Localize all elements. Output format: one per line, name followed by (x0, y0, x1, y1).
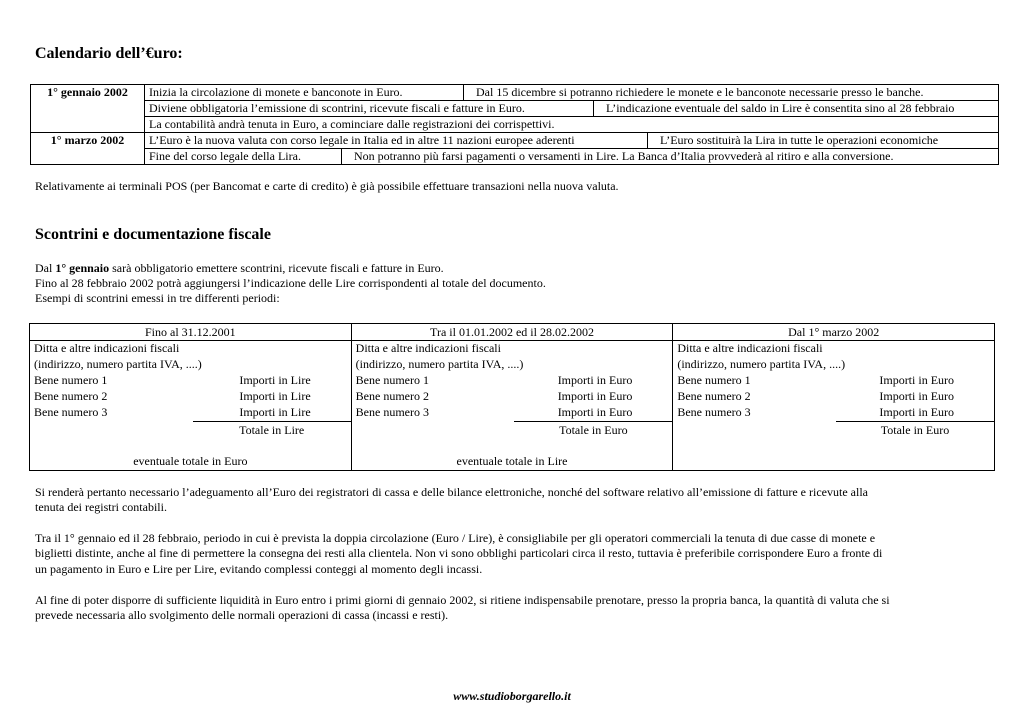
para3-line-1: Al fine di poter disporre di sufficiente liquidità in Euro entro i primi giorni di gennaio 2002, si ritiene indispensabile prenotare, presso la propria banca, la quantità di valuta che si (35, 593, 890, 607)
receipt-item: Bene numero 1 Importi in Euro (677, 373, 955, 387)
calendar-table (30, 84, 999, 165)
receipt-header: Tra il 01.01.2002 ed il 28.02.2002 (352, 324, 673, 341)
intro-line-3: Esempi di scontrini emessi in tre differenti periodi: (35, 291, 280, 305)
calendar-group-jan (31, 85, 998, 132)
intro-line-2: Fino al 28 febbraio 2002 potrà aggiungersi l’indicazione delle Lire corrispondenti al totale del documento. (35, 276, 546, 290)
receipt-item: Bene numero 1 Importi in Lire (34, 373, 311, 387)
footer-url[interactable]: www.studioborgarello.it (453, 689, 571, 703)
calendar-row (145, 133, 998, 148)
receipt-item: Bene numero 2 Importi in Euro (677, 389, 955, 403)
receipt-total: Totale in Euro (514, 421, 672, 438)
calendar-cell: L’Euro è la nuova valuta con corso legale in Italia ed in altre 11 nazioni europee aderenti (149, 133, 575, 147)
receipt-item: Bene numero 3 Importi in Euro (677, 405, 955, 419)
para2-line-2: biglietti distinte, anche al fine di permettere la consegna dei resti alla clientela. Non vi sono obblighi particolari circa il resto, tuttavia è preferibile corrispondere Euro a fronte di (35, 546, 883, 560)
receipt-total: Totale in Lire (193, 421, 351, 438)
receipt-item: Bene numero 2 Importi in Lire (34, 389, 311, 403)
calendar-cell: L’Euro sostituirà la Lira in tutte le operazioni economiche (647, 133, 942, 148)
receipt-total: Totale in Euro (836, 421, 994, 438)
receipt-company: Ditta e altre indicazioni fiscali (34, 341, 180, 355)
calendar-row (145, 85, 998, 100)
calendar-row (145, 116, 998, 132)
receipt-company: Ditta e altre indicazioni fiscali (355, 341, 501, 355)
calendar-cell: L’indicazione eventuale del saldo in Lire è consentita sino al 28 febbraio (593, 101, 958, 116)
receipt-item: Bene numero 3 Importi in Euro (355, 405, 633, 419)
calendar-row (145, 148, 998, 164)
calendar-group-mar (31, 132, 998, 164)
para1-line-1: Si renderà pertanto necessario l’adeguamento all’Euro dei registratori di cassa e delle bilance elettroniche, nonché del software relativo all’emissione di fatture e ricevute alla (35, 485, 868, 499)
calendar-title: Calendario dell’€uro: (35, 45, 183, 62)
para3-line-2: prevede necessaria allo svolgimento delle normali operazioni di cassa (incassi e resti). (35, 608, 449, 622)
receipt-eventuale: eventuale totale in Euro (133, 454, 248, 468)
calendar-cell: Fine del corso legale della Lira. (149, 149, 301, 163)
calendar-cell: La contabilità andrà tenuta in Euro, a cominciare dalle registrazioni dei corrispettivi. (149, 117, 555, 131)
para1-line-2: tenuta dei registri contabili. (35, 500, 167, 514)
receipt-header: Dal 1° marzo 2002 (673, 324, 994, 341)
calendar-cell: Inizia la circolazione di monete e banconote in Euro. (149, 85, 403, 99)
receipt-company-detail: (indirizzo, numero partita IVA, ....) (355, 357, 524, 371)
receipt-company-detail: (indirizzo, numero partita IVA, ....) (34, 357, 202, 371)
calendar-cell: Dal 15 dicembre si potranno richiedere le monete e le banconote necessarie presso le banche. (463, 85, 927, 100)
intro-line-1: Dal 1° gennaio sarà obbligatorio emettere scontrini, ricevute fiscali e fatture in Euro. (35, 261, 444, 275)
receipt-company: Ditta e altre indicazioni fiscali (677, 341, 823, 355)
pos-note: Relativamente ai terminali POS (per Bancomat e carte di credito) è già possibile effettuare transazioni nella nuova valuta. (35, 179, 619, 193)
para2-line-1: Tra il 1° gennaio ed il 28 febbraio, periodo in cui è prevista la doppia circolazione (Euro / Lire), è consigliabile per gli operatori commerciali la tenuta di due casse di monete e (35, 531, 876, 545)
receipt-item: Bene numero 2 Importi in Euro (355, 389, 633, 403)
receipt-examples-table (29, 323, 995, 471)
receipt-example-1 (30, 324, 351, 470)
receipt-company-detail: (indirizzo, numero partita IVA, ....) (677, 357, 846, 371)
calendar-date: 1° gennaio 2002 (31, 85, 145, 132)
calendar-cell: Non potranno più farsi pagamenti o versamenti in Lire. La Banca d’Italia provvederà al ritiro e alla conversione. (341, 149, 897, 164)
receipt-item: Bene numero 3 Importi in Lire (34, 405, 311, 419)
calendar-date: 1° marzo 2002 (31, 133, 145, 164)
receipt-header: Fino al 31.12.2001 (30, 324, 351, 341)
receipt-example-3 (672, 324, 994, 470)
para2-line-3: un pagamento in Euro e Lire per Lire, evitando complessi conteggi al momento degli incassi. (35, 562, 483, 576)
calendar-cell: Diviene obbligatoria l’emissione di scontrini, ricevute fiscali e fatture in Euro. (149, 101, 525, 115)
calendar-row (145, 100, 998, 116)
receipt-eventuale: eventuale totale in Lire (456, 454, 568, 468)
intro-bold: 1° gennaio (55, 261, 110, 275)
fiscal-docs-title: Scontrini e documentazione fiscale (35, 226, 271, 243)
receipt-example-2 (351, 324, 673, 470)
receipt-item: Bene numero 1 Importi in Euro (355, 373, 633, 387)
